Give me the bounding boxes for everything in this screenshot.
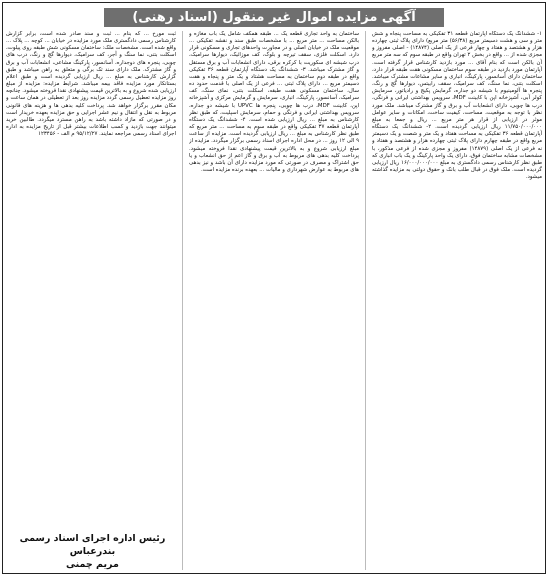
column-right-text: ۱- ششدانگ یک دستگاه آپارتمان قطعه ۳۱ تفکیکی به مساحت پنجاه و شش متر و سی و هشت دسیمتر مربع (۵۶/۳۸) متر مربع) دارای پلاک ثبتی چهارده هزار و هشتصد و هفتاد و چهار فرعی از یک اصلی (۱۴۸۷۴) - اصلی مفروز و مجزی شده از ... واقع در بخش ۲ تهران واقع در طبقه سوم که سه متر مربع آن بالکن است که بنام آقای ... مورد بازدید کارشناس قرار گرفته است. آپارتمان مورد بازدید در طبقه سوم ساختمان مسکونی هفت طبقه قرار دارد، ساختمان دارای آسانسور، پارکینگ، انباری و سایر مشاعات مشترک میباشد. اسکلت بتنی، نما سنگ، کف سرامیک، سقف رابیتس، دیوارها گچ و رنگ، پنجره ها آلومینیوم با شیشه دو جداره، گرمایش پکیج و رادیاتور، سرمایش کولر آبی، آشپزخانه اپن با کابینت MDF، سرویس بهداشتی ایرانی و فرنگی، درب ها چوبی، دارای انشعابات آب و برق و گاز مشترک میباشد. ملک مورد نظر با توجه به موقعیت، مساحت، کیفیت ساخت، امکانات و سایر عوامل موثر در ارزیابی از قرار هر متر مربع ... ریال و جمعا به مبلغ ۱۱/۷۵۰/۰۰۰/۰۰۰ ریال ارزیابی گردیده است. ۲- ششدانگ یک دستگاه آپارتمان قطعه ۳۶ تفکیکی به مساحت هفتاد و یک متر و شصت و یک دسیمتر مربع واقع در طبقه چهارم دارای پلاک ثبتی چهارده هزار و هشتصد و هفتاد و نه فرعی از یک اصلی (۱۴۸۷۹) مفروز و مجزی شده از فرعی مذکور، با مشخصات مشابه ساختمان فوق، دارای یک واحد پارکینگ و یک باب انباری که طبق نظر کارشناس رسمی دادگستری به مبلغ ۱۶/۰۰۰/۰۰۰/۰۰۰ ریال ارزیابی گردیده است. ملک فوق در قبال طلب بانک و حقوق دولتی به مزایده گذاشته میشود. [372, 31, 542, 181]
column-left [6, 31, 176, 538]
notice-title: آگهی مزایده اموال غیر منقول (اسناد رهنی) [104, 8, 443, 27]
signature-block [3, 532, 182, 571]
column-divider [182, 31, 183, 570]
notice-header [3, 6, 545, 28]
notice-columns [6, 31, 542, 570]
signatory-name: مریم چمنی [66, 559, 119, 570]
column-divider [365, 31, 366, 570]
column-left-wrap [6, 31, 176, 570]
signatory-title: رئیس اداره اجرای اسناد رسمی بندرعباس [19, 533, 166, 557]
column-middle [189, 31, 359, 570]
column-right [372, 31, 542, 570]
notice-page [2, 2, 546, 574]
column-middle-text: ساختمان به واحد تجاری قطعه یک ... طبقه همکف شامل یک باب مغازه و بالکن مساحت ... متر مربع ... با مشخصات طبق سند و نقشه تفکیکی ... موقعیت ملک در خیابان اصلی و در مجاورت واحدهای تجاری و مسکونی قرار دارد. اسکلت فلزی، سقف تیرچه و بلوک، کف موزائیک، دیوارها سرامیک، درب شیشه ای سکوریت با کرکره برقی، دارای انشعابات آب و برق مستقل و گاز مشترک میباشد. ۳- ششدانگ یک دستگاه آپارتمان قطعه ۳۶ تفکیکی واقع در طبقه دوم ساختمان به مساحت هشتاد و یک متر و پنجاه و هفت دسیمتر مربع ... دارای پلاک ثبتی ... فرعی از یک اصلی با قدمت حدود ده سال، ساختمان مسکونی هفت طبقه، اسکلت بتنی، نمای سنگ، کف سرامیک، آسانسور، پارکینگ، انباری، سرمایش و گرمایش مرکزی و آشپزخانه اپن، کابینت MDF، درب ها چوبی، پنجره ها UPVC با شیشه دو جداره، سرویس بهداشتی ایرانی و فرنگی و حمام، سرمایش اسپلیت، که طبق نظر کارشناس به مبلغ ... ریال ارزیابی شده است. ۴- ششدانگ یک دستگاه آپارتمان قطعه ۳۷ تفکیکی واقع در طبقه سوم به مساحت ... متر مربع که طبق نظر کارشناس به مبلغ ... ریال ارزیابی گردیده است. مزایده از ساعت ۹ الی ۱۲ روز ... در محل اداره اجرای اسناد رسمی برگزار میگردد. مزایده از مبلغ ارزیابی شروع و به بالاترین قیمت پیشنهادی نقدا فروخته میشود. پرداخت کلیه بدهی های مربوط به آب و برق و گاز اعم از حق انشعاب و یا حق اشتراک و مصرف در صورتی که مورد مزایده دارای آن باشد و نیز بدهی های مربوط به عوارض شهرداری و مالیات ... بعهده برنده مزایده است. [189, 31, 359, 173]
column-left-text: ثبت مورخ ... که بنام ... ثبت و سند صادر شده است، برابر گزارش کارشناس رسمی دادگستری ملک مورد مزایده در خیابان ... کوچه ... پلاک ... واقع شده است. مشخصات ملک: ساختمان مسکونی شش طبقه روی پیلوت، اسکلت بتنی، نما سنگ و آجر، کف سرامیک، دیوارها گچ و رنگ، درب های چوبی، پنجره های دوجداره، آسانسور، پارکینگ مشاعی، انشعابات آب و برق و گاز مشترک. ملک دارای سند تک برگی و متعلق به راهن میباشد و طبق گزارش کارشناس به مبلغ ... ریال ارزیابی گردیده است و طبق اعلام بستانکار مورد مزایده فاقد بیمه میباشد. شرایط مزایده: مزایده از مبلغ ارزیابی شده شروع و به بالاترین قیمت پیشنهادی نقدا فروخته میشود. چنانچه روز مزایده تعطیل رسمی گردد مزایده روز بعد از تعطیلی در همان ساعت و مکان مقرر برگزار خواهد شد. پرداخت کلیه بدهی ها و هزینه های قانونی مربوط به نقل و انتقال و نیم عشر اجرایی و حق مزایده بعهده خریدار است و در صورتی که مازاد داشته باشد به راهن مسترد میگردد. طالبین خرید میتوانند جهت بازدید و کسب اطلاعات بیشتر قبل از تاریخ مزایده به اداره اجرای اسناد رسمی مراجعه نمایند. ۹۵/۱۲/۲۷ م الف - ۱۲۳۴۵۶ [6, 31, 176, 138]
